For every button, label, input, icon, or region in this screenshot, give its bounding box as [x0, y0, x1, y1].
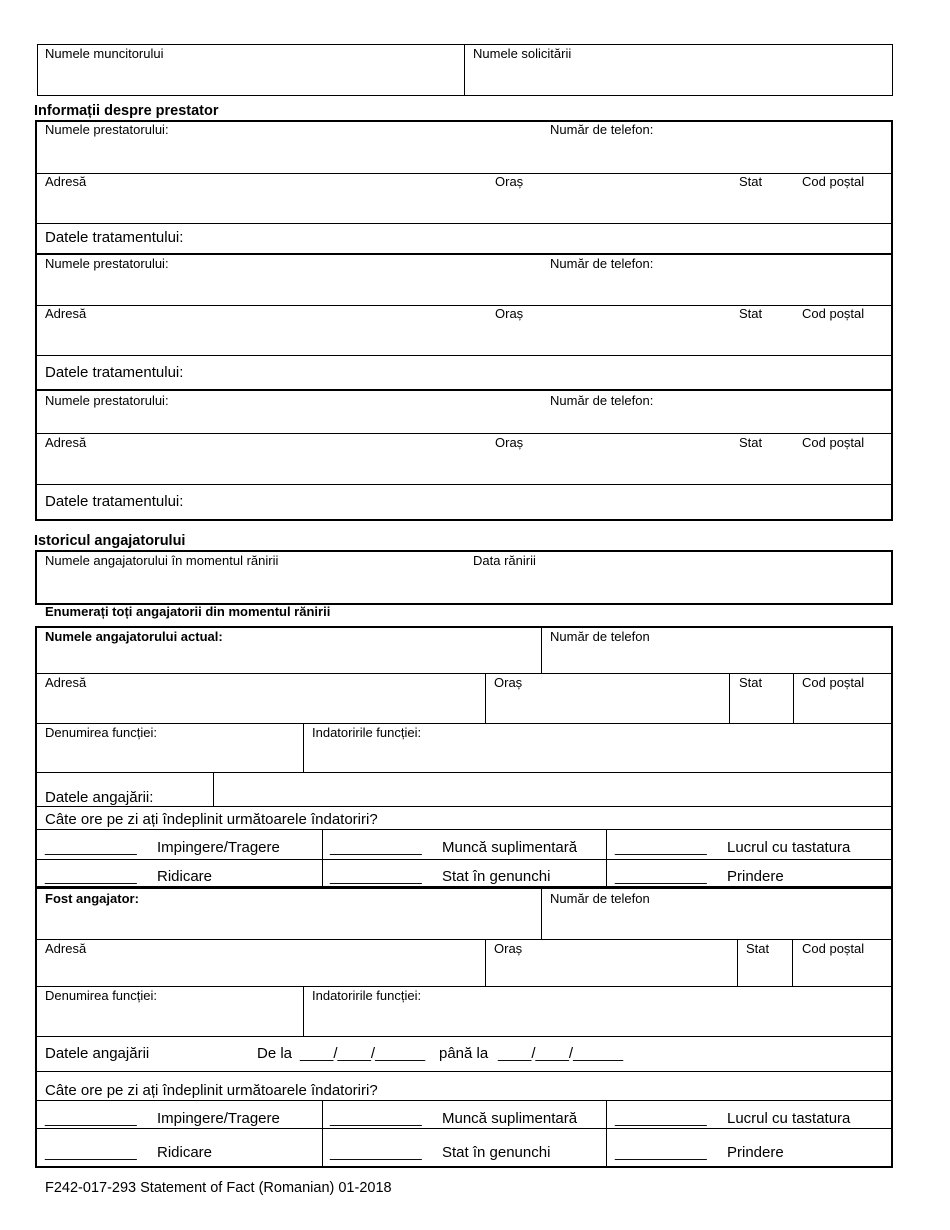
- provider-1-address-field[interactable]: [40, 192, 480, 220]
- provider-2-name-label: Numele prestatorului:: [45, 256, 169, 271]
- provider-2-row-divider: [37, 305, 891, 306]
- current-grasping-blank[interactable]: ___________: [615, 868, 707, 885]
- current-duties-row-divider: [37, 859, 891, 860]
- current-state-divider: [729, 673, 730, 723]
- provider-1-separator: [37, 253, 891, 255]
- claim-name-field[interactable]: [468, 64, 888, 92]
- former-job-title-field[interactable]: [40, 1006, 298, 1034]
- provider-3-treatment-dates-field[interactable]: [195, 489, 885, 515]
- provider-1-state-field[interactable]: [739, 192, 789, 220]
- current-employer-phone-label: Număr de telefon: [550, 629, 650, 644]
- provider-3-name-label: Numele prestatorului:: [45, 393, 169, 408]
- provider-1-state-label: Stat: [739, 174, 763, 189]
- former-address-label: Adresă: [45, 941, 87, 956]
- claim-name-label: Numele solicitării: [473, 46, 572, 61]
- provider-3-city-label: Oraș: [495, 435, 524, 450]
- header-divider: [464, 44, 465, 96]
- current-employer-phone-field[interactable]: [550, 647, 885, 671]
- current-dates-divider: [213, 772, 214, 806]
- current-address-label: Adresă: [45, 675, 87, 690]
- current-overtime-blank[interactable]: ___________: [330, 839, 422, 856]
- former-employer-phone-label: Număr de telefon: [550, 891, 650, 906]
- former-push-pull-blank[interactable]: ___________: [45, 1110, 137, 1127]
- former-grasping-label: Prindere: [727, 1144, 784, 1161]
- former-state-label: Stat: [746, 941, 770, 956]
- current-job-duties-field[interactable]: [308, 743, 886, 769]
- current-phone-divider: [541, 627, 542, 673]
- current-duties-col-2: [606, 829, 607, 887]
- former-row-divider-1: [37, 939, 891, 940]
- current-zip-field[interactable]: [798, 693, 886, 721]
- current-employer-name-field[interactable]: [40, 647, 535, 671]
- provider-info-title: Informații despre prestator: [34, 103, 219, 119]
- injury-employer-label: Numele angajatorului în momentul rănirii: [45, 553, 279, 568]
- former-keyboard-blank[interactable]: ___________: [615, 1110, 707, 1127]
- former-push-pull-label: Impingere/Tragere: [157, 1110, 280, 1127]
- former-from-label: De la: [257, 1045, 293, 1062]
- provider-1-city-field[interactable]: [495, 192, 725, 220]
- provider-3-city-field[interactable]: [495, 453, 725, 481]
- former-zip-label: Cod poștal: [802, 941, 865, 956]
- provider-2-address-label: Adresă: [45, 306, 87, 321]
- provider-1-treatment-dates-field[interactable]: [195, 226, 885, 250]
- injury-employer-field[interactable]: [40, 571, 460, 599]
- provider-3-state-field[interactable]: [739, 453, 789, 481]
- former-zip-divider: [792, 939, 793, 986]
- current-zip-label: Cod poștal: [802, 675, 865, 690]
- provider-3-state-label: Stat: [739, 435, 763, 450]
- former-hours-question: Câte ore pe zi ați îndeplinit următoarele îndatoriri?: [45, 1082, 378, 1099]
- worker-name-field[interactable]: [40, 64, 460, 92]
- provider-1-address-label: Adresă: [45, 174, 87, 189]
- former-job-title-label: Denumirea funcției:: [45, 988, 157, 1003]
- former-city-label: Oraș: [494, 941, 523, 956]
- provider-2-name-field[interactable]: [40, 274, 540, 302]
- employer-separator: [37, 886, 891, 889]
- current-lifting-blank[interactable]: ___________: [45, 868, 137, 885]
- list-employers-instruction: Enumerați toți angajatorii din momentul rănirii: [45, 604, 331, 619]
- current-job-duties-label: Indatoririle funcției:: [312, 725, 422, 740]
- provider-1-treatment-dates-label: Datele tratamentului:: [45, 229, 184, 246]
- provider-3-treatment-dates-label: Datele tratamentului:: [45, 493, 184, 510]
- current-keyboard-label: Lucrul cu tastatura: [727, 839, 851, 856]
- former-from-date-field[interactable]: ____/____/______: [300, 1045, 426, 1062]
- provider-1-phone-field[interactable]: [550, 140, 885, 170]
- current-push-pull-blank[interactable]: ___________: [45, 839, 137, 856]
- former-duties-divider: [303, 986, 304, 1036]
- former-employer-name-label: Fost angajator:: [45, 891, 139, 906]
- provider-2-state-field[interactable]: [739, 324, 789, 352]
- former-employer-name-field[interactable]: [40, 909, 535, 935]
- current-row-divider-3: [37, 772, 891, 773]
- provider-1-phone-label: Număr de telefon:: [550, 122, 654, 137]
- former-zip-field[interactable]: [798, 959, 886, 984]
- current-zip-divider: [793, 673, 794, 723]
- provider-3-phone-field[interactable]: [550, 410, 885, 432]
- provider-3-row-divider-2: [37, 484, 891, 485]
- former-keyboard-label: Lucrul cu tastatura: [727, 1110, 851, 1127]
- former-to-label: până la: [439, 1045, 489, 1062]
- provider-2-treatment-dates-field[interactable]: [195, 360, 885, 386]
- former-employer-phone-field[interactable]: [550, 909, 885, 935]
- provider-1-zip-field[interactable]: [802, 192, 887, 220]
- former-duties-col-2: [606, 1100, 607, 1166]
- provider-3-address-field[interactable]: [40, 453, 480, 481]
- former-employment-dates-label: Datele angajării: [45, 1045, 150, 1062]
- provider-2-separator: [37, 389, 891, 391]
- provider-2-address-field[interactable]: [40, 324, 480, 352]
- current-row-divider-1: [37, 673, 891, 674]
- current-row-divider-5: [37, 829, 891, 830]
- former-to-date-field[interactable]: ____/____/______: [498, 1045, 624, 1062]
- current-duties-col-1: [322, 829, 323, 887]
- former-state-divider: [737, 939, 738, 986]
- provider-3-zip-field[interactable]: [802, 453, 887, 481]
- provider-2-city-field[interactable]: [495, 324, 725, 352]
- former-duties-row-divider: [37, 1128, 891, 1129]
- current-state-field[interactable]: [735, 693, 790, 721]
- provider-1-name-label: Numele prestatorului:: [45, 122, 169, 137]
- current-city-field[interactable]: [494, 693, 724, 721]
- current-overtime-label: Muncă suplimentară: [442, 839, 578, 856]
- former-kneeling-label: Stat în genunchi: [442, 1144, 551, 1161]
- worker-name-label: Numele muncitorului: [45, 46, 164, 61]
- form-id-footer: F242-017-293 Statement of Fact (Romanian) 01-2018: [45, 1180, 392, 1196]
- former-address-field[interactable]: [40, 959, 480, 984]
- former-phone-divider: [541, 889, 542, 939]
- current-employer-name-label: Numele angajatorului actual:: [45, 629, 223, 644]
- provider-2-phone-field[interactable]: [550, 274, 885, 302]
- provider-3-row-divider: [37, 433, 891, 434]
- provider-2-state-label: Stat: [739, 306, 763, 321]
- former-job-duties-field[interactable]: [308, 1006, 886, 1034]
- former-overtime-label: Muncă suplimentară: [442, 1110, 578, 1127]
- injury-date-label: Data rănirii: [473, 553, 536, 568]
- provider-3-zip-label: Cod poștal: [802, 435, 865, 450]
- former-job-duties-label: Indatoririle funcției:: [312, 988, 422, 1003]
- provider-2-city-label: Oraș: [495, 306, 524, 321]
- former-state-field[interactable]: [742, 959, 788, 984]
- current-city-label: Oraș: [494, 675, 523, 690]
- provider-2-treatment-dates-label: Datele tratamentului:: [45, 364, 184, 381]
- provider-1-row-divider-2: [37, 223, 891, 224]
- current-kneeling-label: Stat în genunchi: [442, 868, 551, 885]
- current-duties-divider: [303, 723, 304, 772]
- provider-2-phone-label: Număr de telefon:: [550, 256, 654, 271]
- former-lifting-label: Ridicare: [157, 1144, 213, 1161]
- current-hours-question: Câte ore pe zi ați îndeplinit următoarele îndatoriri?: [45, 811, 378, 828]
- injury-date-field[interactable]: [473, 571, 885, 599]
- provider-3-name-field[interactable]: [40, 410, 540, 432]
- former-row-divider-5: [37, 1100, 891, 1101]
- current-employment-dates-field[interactable]: [218, 775, 886, 804]
- former-lifting-blank[interactable]: ___________: [45, 1144, 137, 1161]
- provider-3-phone-label: Număr de telefon:: [550, 393, 654, 408]
- current-keyboard-blank[interactable]: ___________: [615, 839, 707, 856]
- current-state-label: Stat: [739, 675, 763, 690]
- current-push-pull-label: Impingere/Tragere: [157, 839, 280, 856]
- provider-1-name-field[interactable]: [40, 140, 540, 170]
- provider-1-row-divider: [37, 173, 891, 174]
- current-address-field[interactable]: [40, 693, 480, 721]
- former-overtime-blank[interactable]: ___________: [330, 1110, 422, 1127]
- current-employment-dates-label: Datele angajării:: [45, 789, 154, 806]
- current-row-divider-2: [37, 723, 891, 724]
- current-lifting-label: Ridicare: [157, 868, 213, 885]
- former-row-divider-4: [37, 1071, 891, 1072]
- former-city-divider: [485, 939, 486, 986]
- provider-1-city-label: Oraș: [495, 174, 524, 189]
- provider-2-zip-label: Cod poștal: [802, 306, 865, 321]
- current-city-divider: [485, 673, 486, 723]
- former-row-divider-2: [37, 986, 891, 987]
- current-grasping-label: Prindere: [727, 868, 784, 885]
- former-duties-col-1: [322, 1100, 323, 1166]
- provider-3-address-label: Adresă: [45, 435, 87, 450]
- employer-history-title: Istoricul angajatorului: [34, 533, 186, 549]
- current-job-title-label: Denumirea funcției:: [45, 725, 157, 740]
- provider-2-zip-field[interactable]: [802, 324, 887, 352]
- provider-1-zip-label: Cod poștal: [802, 174, 865, 189]
- former-city-field[interactable]: [494, 959, 732, 984]
- former-row-divider-3: [37, 1036, 891, 1037]
- current-row-divider-4: [37, 806, 891, 807]
- former-kneeling-blank[interactable]: ___________: [330, 1144, 422, 1161]
- former-grasping-blank[interactable]: ___________: [615, 1144, 707, 1161]
- current-kneeling-blank[interactable]: ___________: [330, 868, 422, 885]
- current-job-title-field[interactable]: [40, 743, 298, 769]
- provider-2-row-divider-2: [37, 355, 891, 356]
